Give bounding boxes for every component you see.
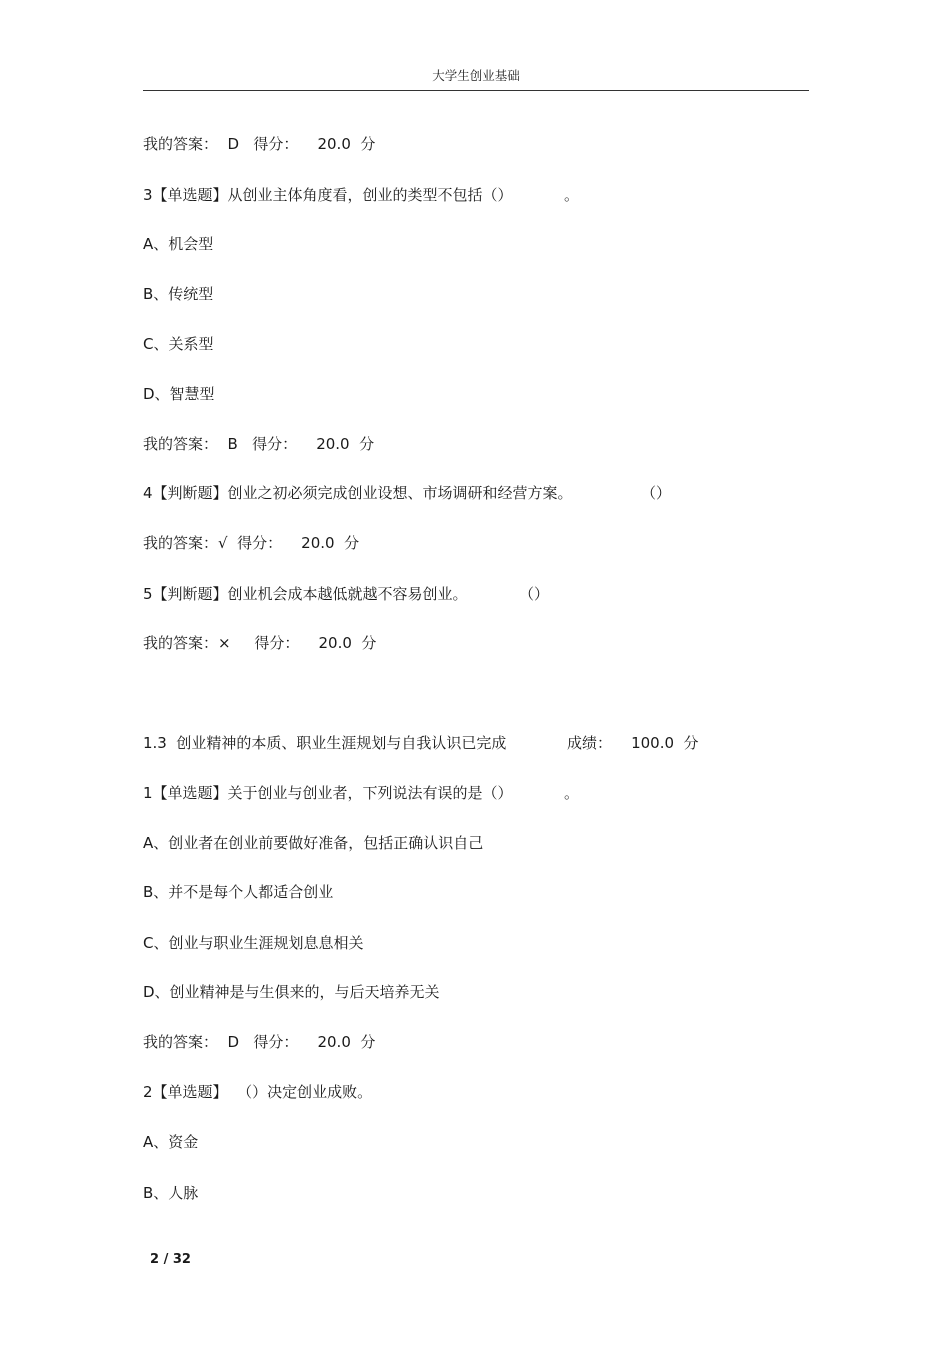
- question-text: 3【单选题】从创业主体角度看，创业的类型不包括（）: [143, 186, 513, 204]
- option-line: B、人脉: [143, 1184, 199, 1202]
- section-line: [143, 733, 699, 753]
- question-line: [143, 584, 550, 604]
- answer-line: [143, 134, 375, 154]
- option-line: D、智慧型: [143, 385, 215, 403]
- question-punct: 。: [564, 784, 580, 802]
- answer-line: 我的答案：√ 得分： 20.0 分: [143, 534, 360, 552]
- question-bracket: （）: [641, 484, 672, 502]
- option-line: A、资金: [143, 1133, 199, 1151]
- answer-line: 我的答案： B 得分： 20.0 分: [143, 435, 375, 453]
- answer-text: 我的答案： D 得分： 20.0 分: [143, 135, 376, 153]
- page-number: 2 / 32: [150, 1252, 191, 1267]
- option-line: A、机会型: [143, 235, 214, 253]
- option-line: C、关系型: [143, 335, 214, 353]
- question-line: 2【单选题】 （）决定创业成败。: [143, 1083, 373, 1101]
- section-title: 1.3 创业精神的本质、职业生涯规划与自我认识已完成: [143, 734, 507, 752]
- question-text: 1【单选题】关于创业与创业者，下列说法有误的是（）: [143, 784, 513, 802]
- question-line: [143, 185, 580, 205]
- section-score: 成绩： 100.0 分: [567, 734, 699, 752]
- option-line: C、创业与职业生涯规划息息相关: [143, 934, 364, 952]
- option-line: B、并不是每个人都适合创业: [143, 883, 334, 901]
- question-text: 5【判断题】创业机会成本越低就越不容易创业。: [143, 585, 468, 603]
- page-header: 大学生创业基础: [143, 66, 809, 91]
- question-line: [143, 483, 672, 503]
- question-punct: 。: [564, 186, 580, 204]
- answer-line: 我的答案： D 得分： 20.0 分: [143, 1033, 376, 1051]
- answer-line: 我的答案：× 得分： 20.0 分: [143, 634, 377, 652]
- option-line: D、创业精神是与生俱来的，与后天培养无关: [143, 983, 440, 1001]
- option-line: A、创业者在创业前要做好准备，包括正确认识自己: [143, 834, 484, 852]
- question-line: [143, 783, 580, 803]
- question-bracket: （）: [519, 585, 550, 603]
- option-line: B、传统型: [143, 285, 214, 303]
- question-text: 4【判断题】创业之初必须完成创业设想、市场调研和经营方案。: [143, 484, 573, 502]
